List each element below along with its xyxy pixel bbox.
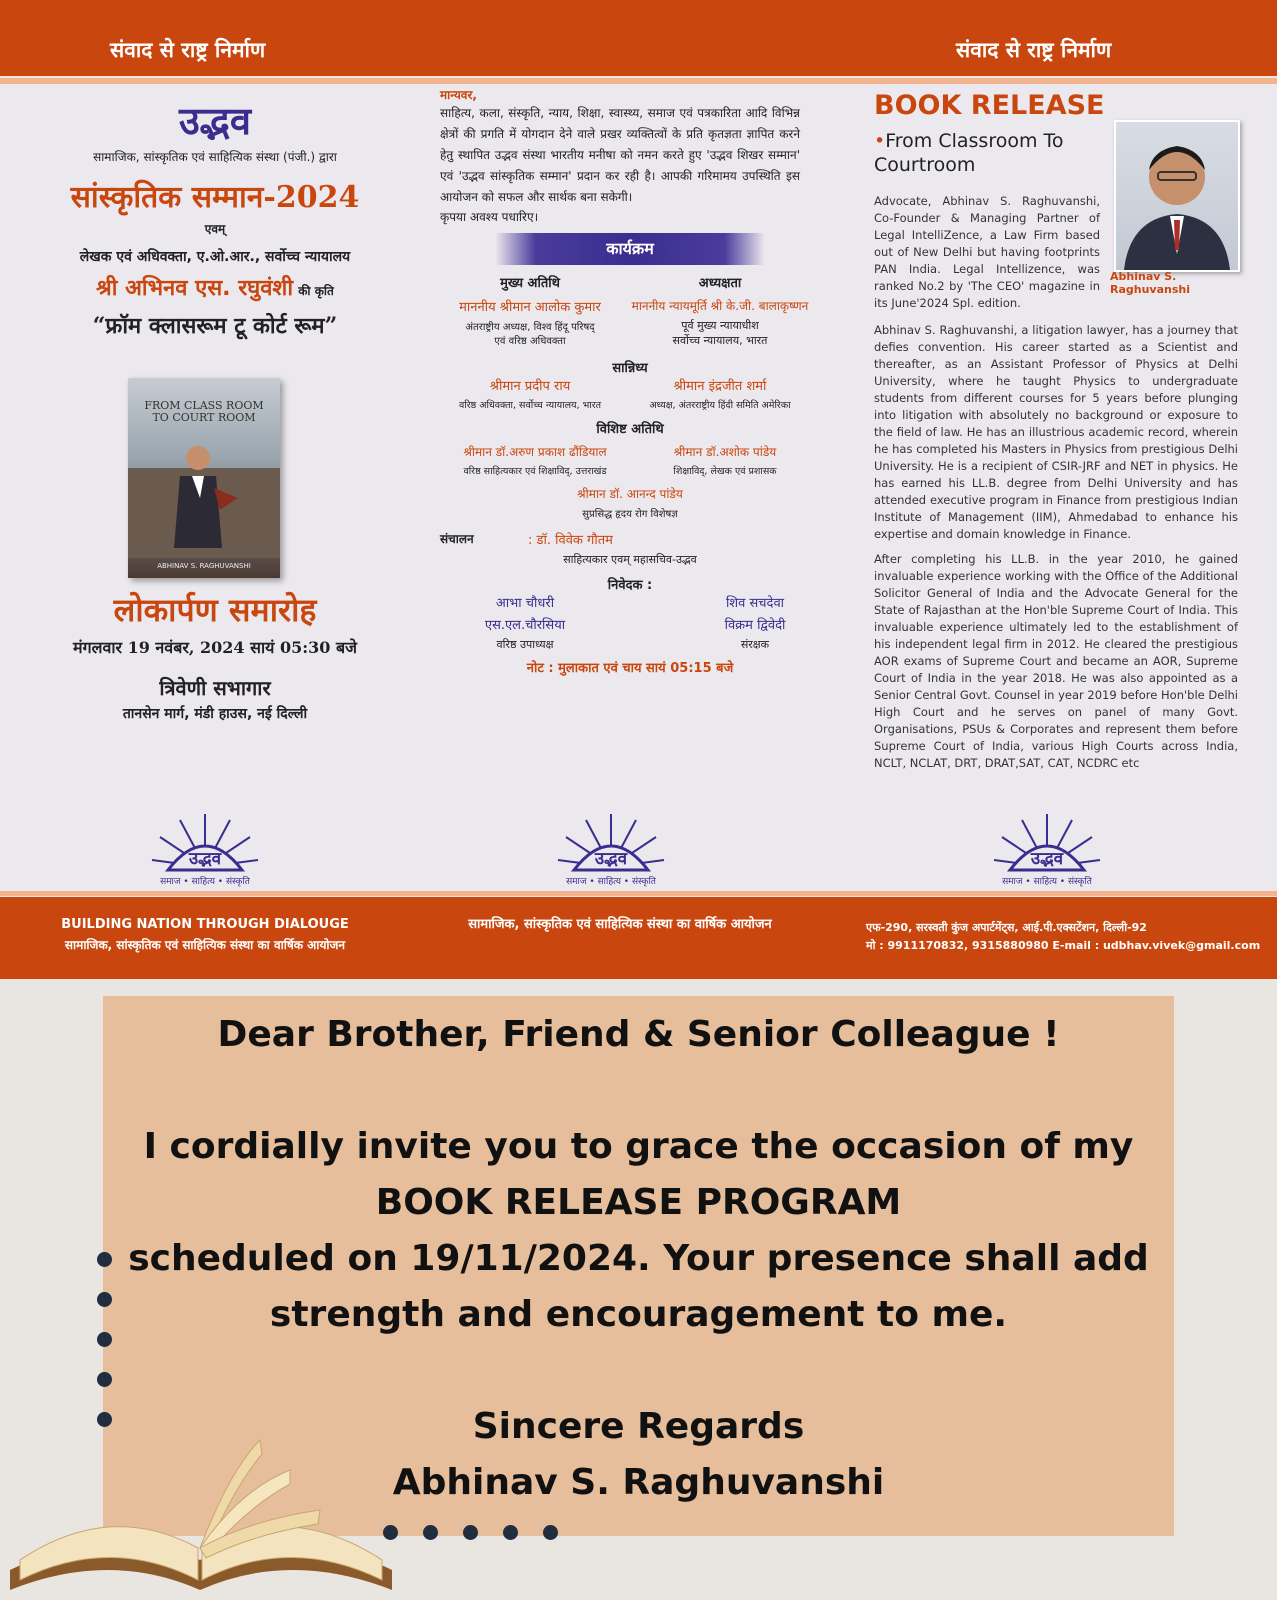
brochure-panel	[0, 84, 1277, 894]
presence-heading: सान्निध्य	[612, 361, 648, 376]
logo-tagline: समाज • साहित्य • संस्कृति	[566, 877, 656, 887]
requester1: आभा चौधरी	[495, 596, 555, 611]
book-cover-title: FROM CLASS ROOM TO COURT ROOM	[144, 399, 264, 424]
president-name: माननीय न्यायमूर्ति श्री के.जी. बालाकृष्णन	[631, 299, 809, 313]
president-block	[620, 273, 820, 348]
letter-greeting: Dear Brother, Friend & Senior Colleague !	[217, 1014, 1060, 1055]
footer-address: एफ-290, सरस्वती कुंज अपार्टमेंट्स, आई.पी.एक्सटेंशन, दिल्ली-92	[866, 921, 1147, 934]
bio-paragraph-1: Advocate, Abhinav S. Raghuvanshi, Co-Founder & Managing Partner of Legal IntelliZence, a Law Firm based out of New Delhi but having footprints PAN India. Legal Intellizence, was ranked No.2 by 'The CEO' magazine in its June'2024 Spl. edition.	[874, 194, 1100, 310]
udbhav-logo-right	[992, 812, 1102, 892]
decorative-dot	[97, 1412, 112, 1427]
logo-name: उद्भव	[594, 849, 628, 869]
special1-desc: वरिष्ठ साहित्यकार एवं शिक्षाविद्, उत्तराखंड	[463, 466, 607, 477]
requester3: शिव सचदेवा	[725, 596, 785, 611]
footer-left	[20, 915, 390, 955]
decorative-dot	[97, 1332, 112, 1347]
event-date-time: मंगलवार 19 नवंबर, 2024 सायं 05:30 बजे	[73, 638, 357, 657]
bullet-icon: •	[874, 130, 886, 152]
requesters-left	[440, 593, 610, 652]
special-row	[440, 443, 820, 477]
book-release-subtitle	[874, 129, 1094, 177]
letter-line-4: strength and encouragement to me.	[269, 1294, 1008, 1335]
footer-banner	[0, 897, 1277, 979]
book-cover-author: ABHINAV S. RAGHUVANSHI	[157, 562, 251, 570]
presence1-name: श्रीमान प्रदीप राय	[489, 379, 571, 394]
chief-guest-desc1: अंतराष्ट्रीय अध्यक्ष, विश्व हिंदू परिषद्	[465, 322, 595, 333]
footer-center: सामाजिक, सांस्कृतिक एवं साहित्यिक संस्था का वार्षिक आयोजन	[468, 917, 772, 932]
udbhav-logo-center	[556, 812, 666, 892]
special2-name: श्रीमान डॉ.अशोक पांडेय	[673, 445, 777, 459]
special3-name: श्रीमान डॉ. आनन्द पांडेय	[577, 487, 683, 501]
requesters-heading: निवेदक :	[607, 578, 653, 593]
letter-closing: Sincere Regards	[472, 1406, 805, 1447]
requester4: विक्रम द्विवेदी	[724, 618, 786, 633]
requesters-right-desc: संरक्षक	[740, 638, 770, 651]
footer-left-hi: सामाजिक, सांस्कृतिक एवं साहित्यिक संस्था का वार्षिक आयोजन	[64, 938, 346, 952]
letter-line-1: I cordially invite you to grace the occasion of my	[143, 1126, 1134, 1167]
decorative-dot	[543, 1525, 558, 1540]
presence2-desc: अध्यक्ष, अंतरराष्ट्रीय हिंदी समिति अमेरिका	[649, 400, 791, 411]
slogan-left: संवाद से राष्ट्र निर्माण	[110, 38, 266, 62]
special-guest-heading: विशिष्ट अतिथि	[596, 422, 664, 437]
author-line	[20, 272, 410, 302]
presence1-block	[440, 376, 620, 411]
host-name: : डॉ. विवेक गौतम	[528, 533, 613, 548]
decorative-dot	[463, 1525, 478, 1540]
author-suffix: की कृति	[298, 284, 334, 298]
left-column	[20, 84, 410, 722]
venue-address: तानसेन मार्ग, मंडी हाउस, नई दिल्ली	[122, 706, 308, 722]
host-row	[440, 530, 820, 548]
lawyer-figure-icon	[128, 428, 280, 558]
bio-paragraph-2: Abhinav S. Raghuvanshi, a litigation lawyer, has a journey that defies convention. His career started as a Scientist and thereafter, as an Assistant Professor of Physics at Delhi University, where he taught Physics to undergraduate students from different courses for 5 years before plunging into litigation with absolutely no background or exposure to the field of law. He has an illustrious academic record, wherein he has completed his Masters in Physics from prestigious Delhi University. He is a recipient of CSIR-JRF and NET in physics. He has earned his LL.B. degree from Delhi University and has attended executive program in Finance from prestigious Indian Institute of Management (IIM), Ahmedabad to enhance his expertise and domain knowledge in Finance.	[874, 323, 1238, 541]
photo-caption: Abhinav S. Raghuvanshi	[1110, 270, 1191, 296]
special2-block	[630, 443, 820, 477]
chief-guest-name: माननीय श्रीमान आलोक कुमार	[459, 300, 601, 315]
logo-name: उद्भव	[188, 849, 222, 869]
intro-paragraph: साहित्य, कला, संस्कृति, न्याय, शिक्षा, स्वास्थ्य, समाज एवं पत्रकारिता आदि विभिन्न क्षेत्रों की प्रगति में योगदान देने वाले प्रखर व्यक्तित्वों के प्रति कृतज्ञता ज्ञापित करने हेतु स्थापित उद्भव संस्था भारतीय मनीषा को नमन करते हुए 'उद्भव शिखर सम्मान' एवं 'उद्भव सांस्कृतिक सम्मान' प्रदान कर रही है। आपकी गरिमामय उपस्थिति इस आयोजन को सफल और सार्थक बना सकेगी।	[440, 106, 800, 204]
logo-name: उद्भव	[1030, 849, 1064, 869]
tea-note: नोट : मुलाकात एवं चाय सायं 05:15 बजे	[526, 661, 734, 676]
book-cover-image	[128, 378, 280, 578]
presence1-desc: वरिष्ठ अधिवक्ता, सर्वोच्च न्यायालय, भारत	[458, 400, 602, 411]
footer-contact: मो : 9911170832, 9315880980 E-mail : udbhav.vivek@gmail.com	[866, 939, 1261, 952]
author-role: लेखक एवं अधिवक्ता, ए.ओ.आर., सर्वोच्च न्यायालय	[79, 249, 351, 265]
venue-name: त्रिवेणी सभागार	[159, 676, 271, 700]
org-name: उद्भव	[179, 98, 251, 143]
right-column	[874, 90, 1240, 772]
udbhav-logo-left	[150, 812, 260, 892]
requesters-left-desc: वरिष्ठ उपाध्यक्ष	[496, 638, 554, 651]
requesters-row	[440, 593, 820, 652]
guests-row	[440, 273, 820, 348]
logo-tagline: समाज • साहित्य • संस्कृति	[160, 877, 250, 887]
book-title-hindi: “फ्रॉम क्लासरूम टू कोर्ट रूम”	[92, 313, 338, 339]
event-title: सांस्कृतिक सम्मान-2024	[70, 180, 360, 215]
letter-line-2: BOOK RELEASE PROGRAM	[375, 1182, 902, 1223]
president-desc2: सर्वोच्च न्यायालय, भारत	[672, 334, 768, 347]
decorative-dot	[97, 1292, 112, 1307]
footer-right	[866, 919, 1266, 955]
book-release-title: From Classroom To Courtroom	[874, 130, 1064, 176]
slogan-right: संवाद से राष्ट्र निर्माण	[956, 38, 1112, 62]
author-name: श्री अभिनव एस. रघुवंशी	[96, 276, 294, 301]
program-banner: कार्यक्रम	[495, 233, 765, 265]
bio-paragraph-3: After completing his LL.B. in the year 2010, he gained invaluable experience working with the Office of the Additional Solicitor General of India and the Advocate General for the State of Rajasthan at the Hon'ble Supreme Court of India. This invaluable experience ultimately led to the establishment of his independent legal firm in 2012. He cleared the prestigious AOR exams of Supreme Court and became an AOR, Supreme Court of India in the year 2018. He was also appointed as a Senior Central Govt. Counsel in year 2019 before Hon'ble Delhi High Court and he serves on panel of many Govt. Organisations, PSUs & Corporates and represent them before Supreme Court of India, various High Courts across India, NCLT, NCLAT, DRT, DRAT,SAT, CAT, NCDRC etc	[874, 552, 1238, 770]
presence2-name: श्रीमान इंद्रजीत शर्मा	[673, 379, 767, 394]
special2-desc: शिक्षाविद्, लेखक एवं प्रशासक	[673, 466, 777, 477]
special1-name: श्रीमान डॉ.अरुण प्रकाश ढौंडियाल	[463, 445, 607, 459]
presence2-block	[620, 376, 820, 411]
and-text: एवम्	[204, 222, 226, 236]
chief-guest-desc2: एवं वरिष्ठ अधिवक्ता	[494, 336, 566, 347]
requesters-right	[690, 593, 820, 652]
book-release-heading: BOOK RELEASE	[874, 90, 1105, 121]
host-desc: साहित्यकार एवम् महासचिव-उद्भव	[563, 553, 697, 566]
top-banner	[0, 0, 1277, 76]
letter-signature: Abhinav S. Raghuvanshi	[392, 1462, 885, 1503]
host-label: संचालन	[440, 532, 474, 546]
person-icon	[1116, 122, 1238, 270]
salutation: मान्यवर,	[440, 88, 477, 102]
author-photo	[1114, 120, 1240, 272]
letter-line-3: scheduled on 19/11/2024. Your presence shall add	[128, 1238, 1149, 1279]
special1-block	[440, 443, 630, 477]
requester2: एस.एल.चौरसिया	[484, 618, 566, 633]
org-subtitle: सामाजिक, सांस्कृतिक एवं साहित्यिक संस्था (पंजी.) द्वारा	[93, 150, 337, 164]
president-desc1: पूर्व मुख्य न्यायाधीश	[681, 319, 759, 332]
decorative-dot	[423, 1525, 438, 1540]
presence-row	[440, 376, 820, 411]
logo-tagline: समाज • साहित्य • संस्कृति	[1002, 877, 1092, 887]
chief-guest-block	[440, 273, 620, 348]
open-book-icon	[0, 1430, 400, 1600]
please-come: कृपया अवश्य पधारिए।	[440, 210, 539, 224]
ceremony-title: लोकार्पण समारोह	[113, 591, 317, 629]
decorative-dot	[97, 1372, 112, 1387]
footer-left-en: BUILDING NATION THROUGH DIALOUGE	[61, 917, 349, 932]
decorative-dot	[97, 1252, 112, 1267]
president-heading: अध्यक्षता	[698, 276, 742, 291]
chief-guest-heading: मुख्य अतिथि	[500, 276, 560, 291]
decorative-dot	[503, 1525, 518, 1540]
special3-desc: सुप्रसिद्ध हृदय रोग विशेषज्ञ	[582, 509, 678, 520]
middle-column	[440, 86, 820, 676]
